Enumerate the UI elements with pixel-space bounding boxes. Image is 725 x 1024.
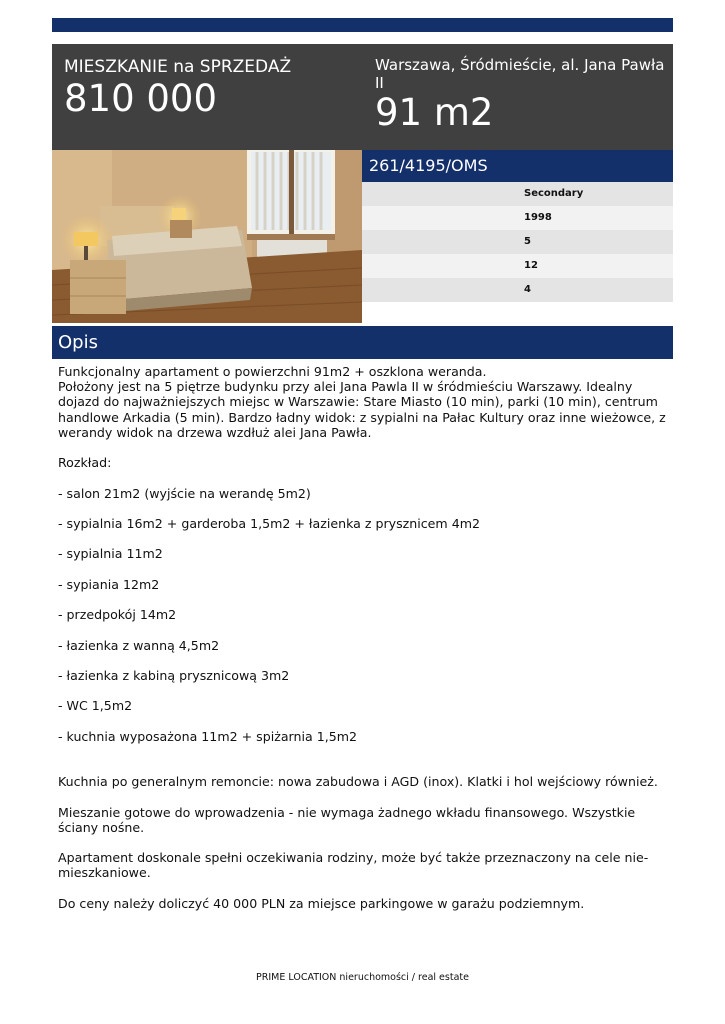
attribute-row: Secondary (362, 182, 673, 206)
paragraph-spacer (58, 470, 668, 485)
description-paragraph: Do ceny należy doliczyć 40 000 PLN za miejsce parkingowe w garażu podziemnym. (58, 895, 585, 911)
description-paragraph: - kuchnia wyposażona 11m2 + spiżarnia 1,5m2 (58, 728, 358, 744)
description-paragraph: - sypialnia 11m2 (58, 546, 163, 562)
listing-header (52, 44, 673, 150)
description-paragraph: Apartament doskonale spełni oczekiwania rodziny, może być także przeznaczony na cele nie-mieszkaniowe. (58, 850, 649, 881)
listing-area: 91 m2 (375, 91, 494, 134)
listing-type: MIESZKANIE na SPRZEDAŻ (64, 57, 292, 77)
top-accent-bar (52, 18, 673, 32)
attribute-row: 4 (362, 278, 673, 302)
description-paragraph: - łazienka z wanną 4,5m2 (58, 637, 220, 653)
description-paragraph: Kuchnia po generalnym remoncie: nowa zabudowa i AGD (inox). Klatki i hol wejściowy również. (58, 774, 658, 790)
paragraph-spacer (58, 653, 668, 668)
property-photo (52, 150, 362, 323)
attribute-row: 1998 (362, 206, 673, 230)
description-section-title: Opis (52, 326, 673, 359)
attribute-row: 5 (362, 230, 673, 254)
paragraph-spacer (58, 531, 668, 546)
attribute-row: 12 (362, 254, 673, 278)
paragraph-spacer (58, 759, 668, 774)
description-paragraph: Położony jest na 5 piętrze budynku przy alei Jana Pawla II w śródmieściu Warszawy. Idealny dojazd do najważniejszych miejsc w Warszawie: Stare Miasto (10 min), parki (10 min), centrum handlowe Arkadia (5 min). Bardzo ładny widok: z sypialni na Pałac Kultury oraz inne wieżowce, z werandy widok na drzewa wzdłuż alei Jana Pawła. (58, 379, 666, 440)
paragraph-spacer (58, 881, 668, 896)
paragraph-spacer (58, 501, 668, 516)
description-paragraph: Mieszanie gotowe do wprowadzenia - nie wymaga żadnego wkładu finansowego. Wszystkie ściany nośne. (58, 804, 636, 835)
description-paragraph: - przedpokój 14m2 (58, 607, 177, 623)
description-paragraph: Funkcjonalny apartament o powierzchni 91m2 + oszklona weranda. (58, 364, 487, 379)
listing-location: Warszawa, Śródmieście, al. Jana Pawła II (375, 56, 665, 92)
paragraph-spacer (58, 683, 668, 698)
attributes-table (362, 182, 673, 302)
paragraph-spacer (58, 835, 668, 850)
paragraph-spacer (58, 592, 668, 607)
description-paragraph: Rozkład: (58, 455, 112, 471)
listing-price: 810 000 (64, 77, 218, 120)
description-paragraph: - łazienka z kabiną prysznicową 3m2 (58, 667, 290, 683)
header-right (375, 56, 665, 134)
paragraph-spacer (58, 744, 668, 759)
header-left (64, 56, 354, 120)
bedroom-photo-illustration (52, 150, 362, 323)
description-paragraph: - sypialnia 16m2 + garderoba 1,5m2 + łazienka z prysznicem 4m2 (58, 515, 480, 531)
footer-agency: PRIME LOCATION nieruchomości / real estate (256, 972, 469, 983)
paragraph-spacer (58, 790, 668, 805)
paragraph-spacer (58, 622, 668, 637)
description-paragraph: - sypiania 12m2 (58, 576, 160, 592)
paragraph-spacer (58, 440, 668, 455)
description-body (58, 364, 668, 911)
paragraph-spacer (58, 562, 668, 577)
reference-number: 261/4195/OMS (362, 150, 673, 182)
paragraph-spacer (58, 714, 668, 729)
description-paragraph: - salon 21m2 (wyjście na werandę 5m2) (58, 485, 311, 501)
description-paragraph: - WC 1,5m2 (58, 698, 133, 714)
